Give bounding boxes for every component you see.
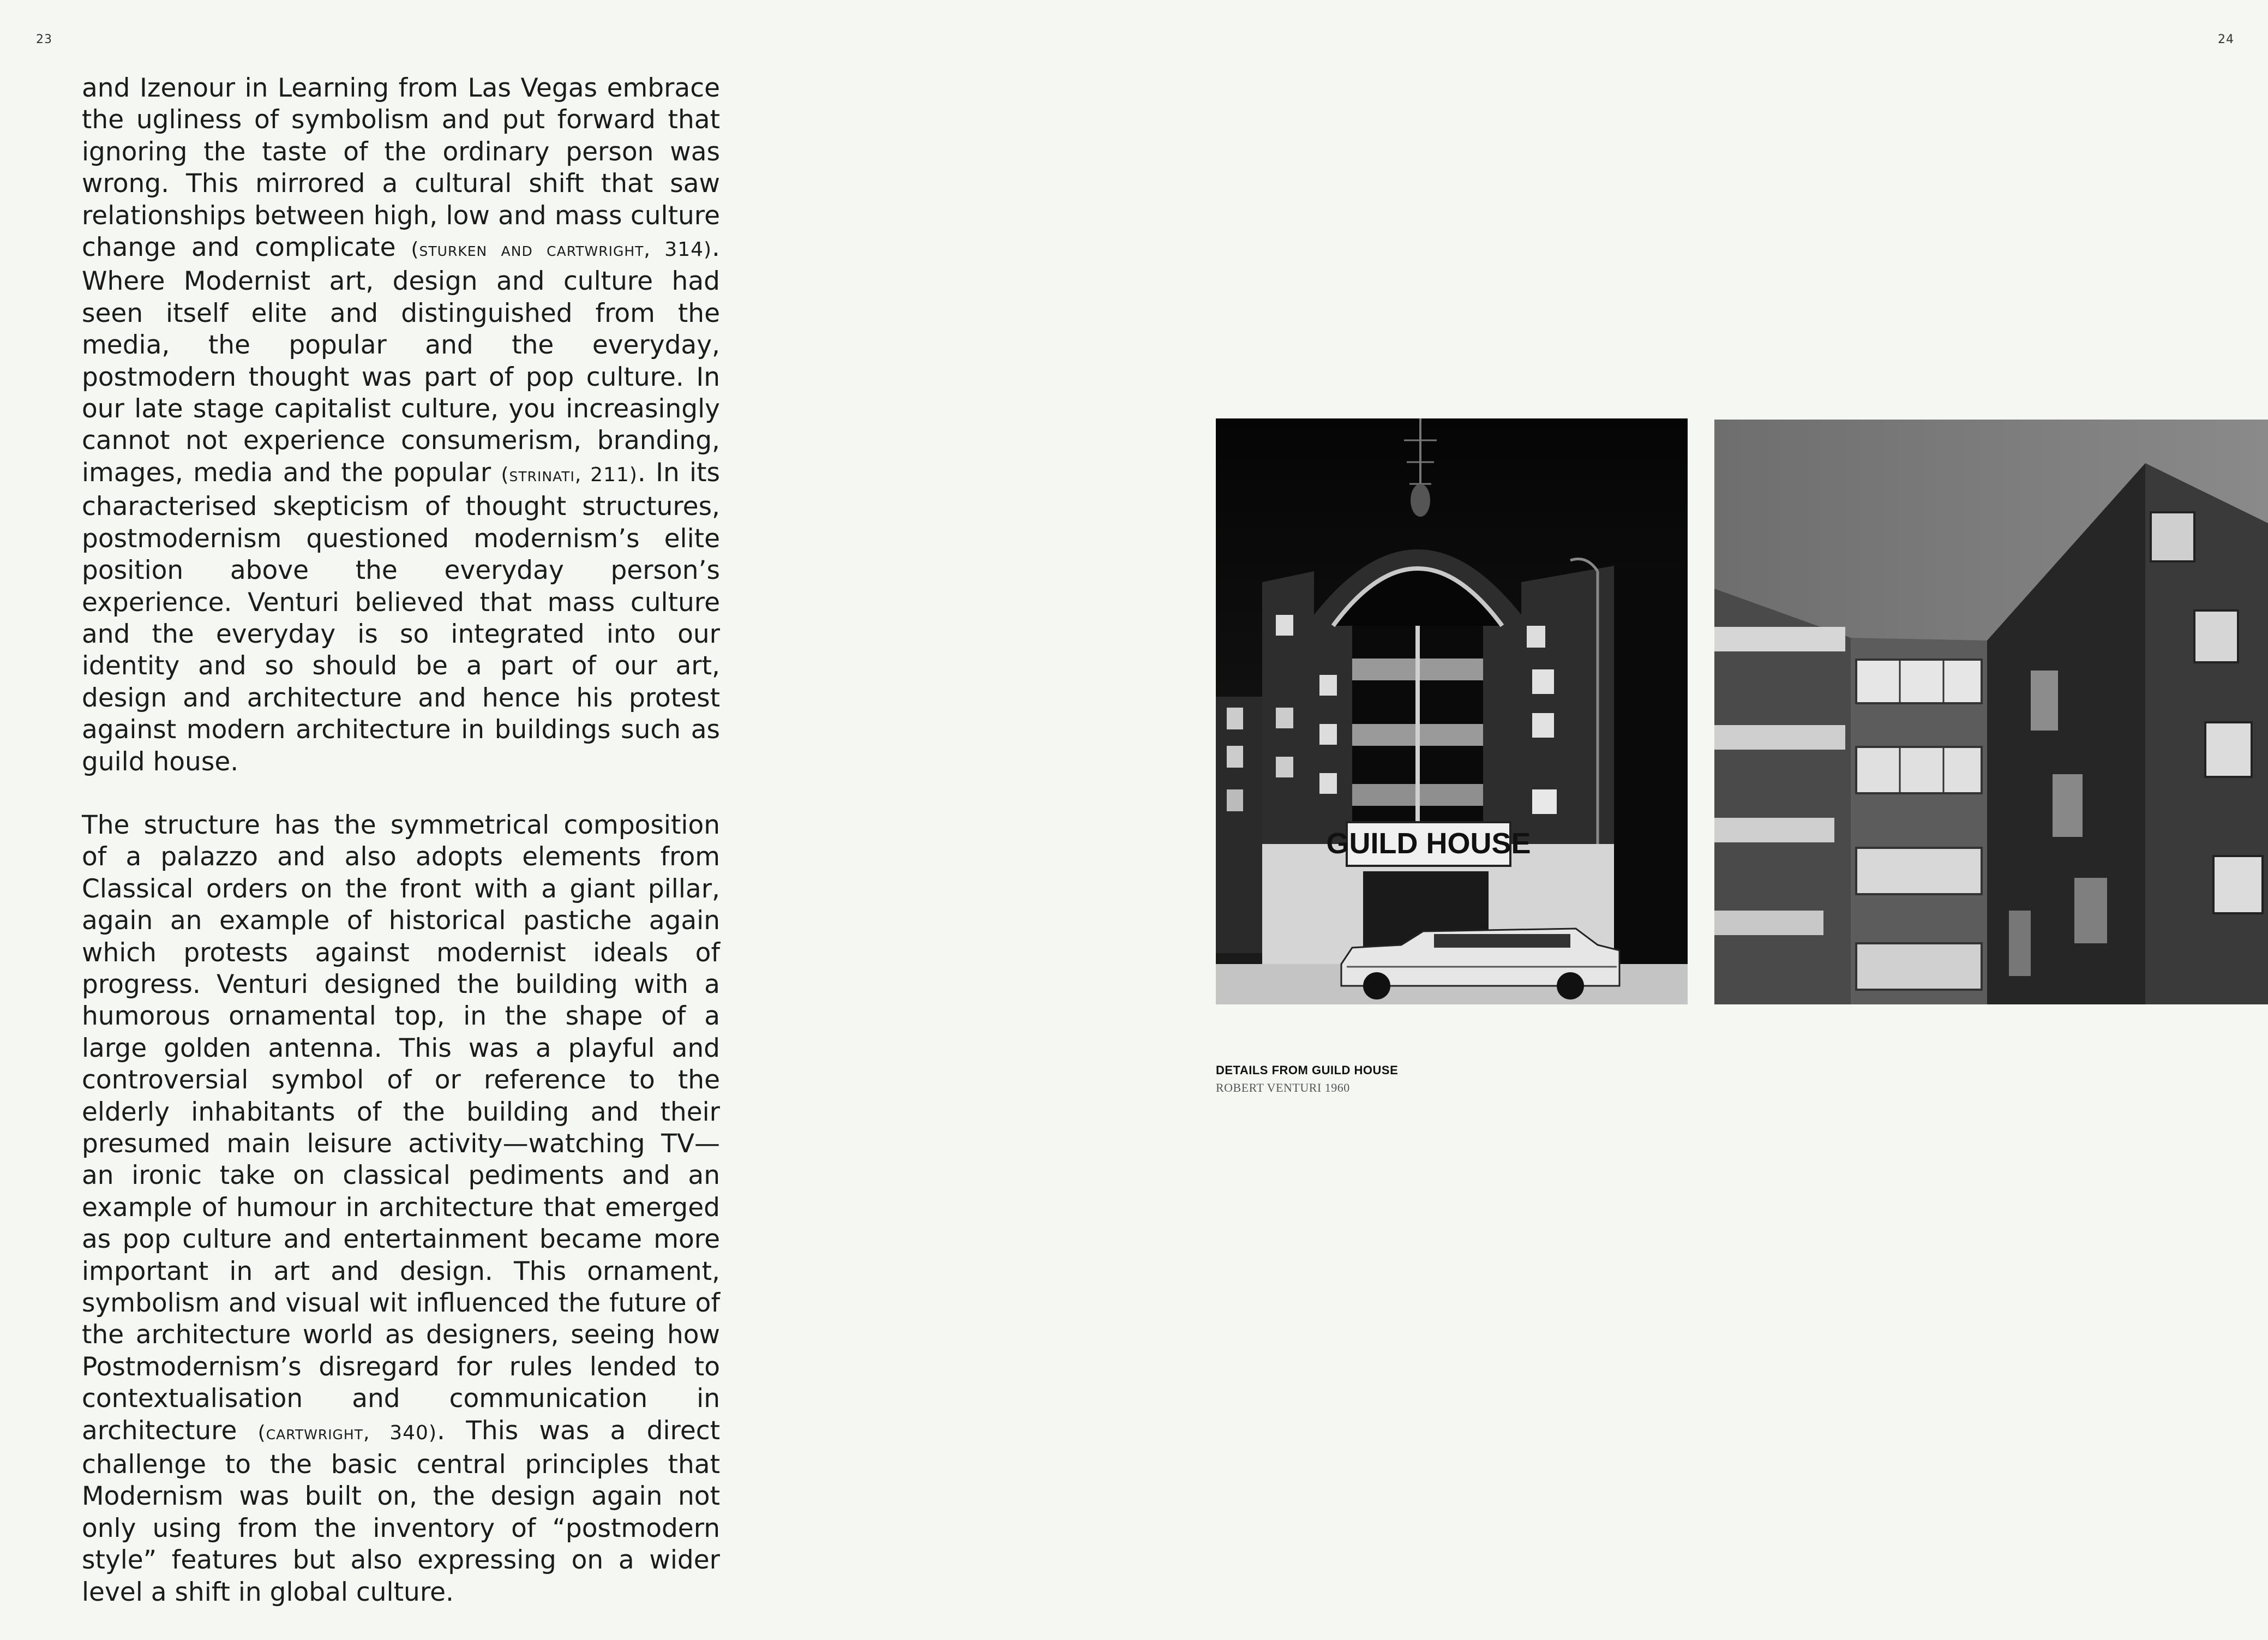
caption-title: DETAILS FROM GUILD HOUSE: [1216, 1063, 1399, 1077]
guild-house-sign: GUILD HOUSE: [1326, 827, 1531, 860]
page-number-left: 23: [36, 33, 52, 46]
p1-text-b: . Where Modernist art, design and culture had seen itself elite and distinguished from the media, the popular and the everyday, postmodern thought was part of pop culture. In our late stage capitalist culture, you increasingly cannot not experience consumerism, branding, images, media and the popular: [82, 232, 720, 488]
page-number-right: 24: [2218, 33, 2234, 46]
body-text: [82, 73, 720, 1640]
citation-cartwright: (cartwright, 340): [257, 1421, 437, 1444]
p2-text-b: . This was a direct challenge to the basic central principles that Modernism was built on, the design again not only using from the inventory of “postmodern style” features but also expressing on a wider level a shift in global culture.: [82, 1415, 721, 1607]
guild-house-facade-photo: [1216, 418, 1688, 1004]
citation-strinati: (strinati, 211): [501, 463, 638, 486]
paragraph-2: [82, 810, 720, 1608]
citation-sturken: (sturken and cartwright, 314): [411, 238, 712, 261]
guild-house-corner-photo: [1714, 420, 2268, 1004]
paragraph-1: [82, 73, 720, 778]
p1-text-c: . In its characterised skepticism of thought structures, postmodernism questioned modernism’s elite position above the everyday person’s experience. Venturi believed that mass culture and the everyday is so integrated into our identity and so should be a part of our art, design and architecture and hence his protest against modern architecture in buildings such as guild house.: [82, 457, 720, 777]
caption-subtitle: ROBERT VENTURI 1960: [1216, 1081, 1350, 1094]
figure-caption: [1216, 1062, 1398, 1097]
p1-text-a: and Izenour in Learning from Las Vegas embrace the ugliness of symbolism and put forward that ignoring the taste of the ordinary person was wrong. This mirrored a cultural shift that saw relationships between high, low and mass culture change and complicate: [82, 73, 720, 263]
p2-text-a: The structure has the symmetrical composition of a palazzo and also adopts elements from Classical orders on the front with a giant pillar, again an example of historical pastiche again which protests against modernist ideals of progress. Venturi designed the building with a humorous ornamental top, in the shape of a large golden antenna. This was a playful and controversial symbol of or reference to the elderly inhabitants of the building and their presumed main leisure activity—watching TV—an ironic take on classical pediments and an example of humour in architecture that emerged as pop culture and entertainment became more important in art and design. This ornament, symbolism and visual wit influenced the future of the architecture world as designers, seeing how Postmodernism’s disregard for rules lended to contextualisation and communication in architecture: [82, 810, 720, 1446]
